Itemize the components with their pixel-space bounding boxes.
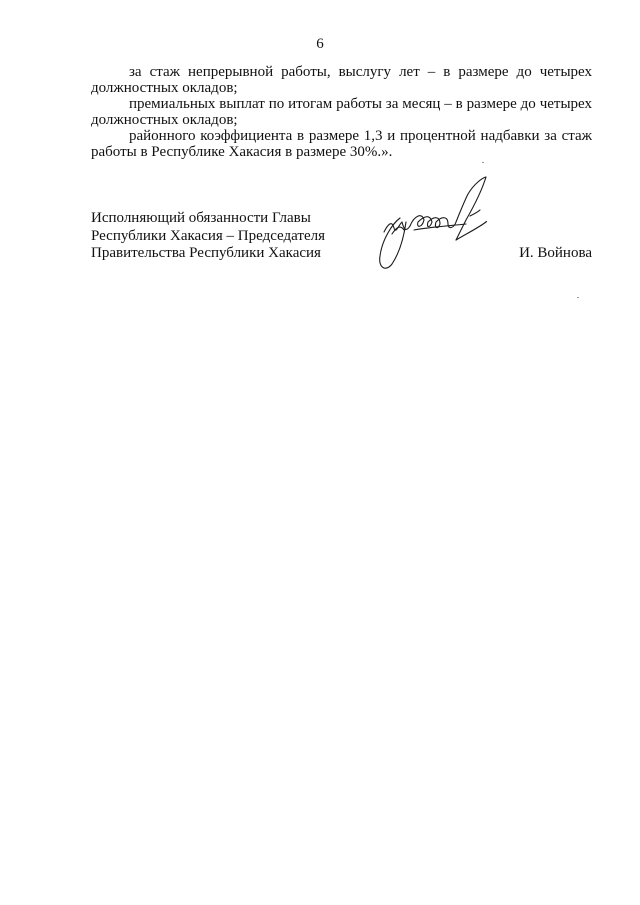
signatory-position-line-3: Правительства Республики Хакасия xyxy=(91,245,321,261)
signatory-position-line-2: Республики Хакасия – Председателя xyxy=(91,227,326,244)
paragraph-regional-coefficient: районного коэффициента в размере 1,3 и процентной надбавки за стаж работы в Республике Хакасия в размере 30%.». xyxy=(91,128,592,160)
handwritten-signature xyxy=(370,172,505,280)
scan-speck xyxy=(577,297,579,298)
paragraph-seniority-bonus: за стаж непрерывной работы, выслугу лет – в размере до четырех должностных окладов; xyxy=(91,64,592,96)
signatory-position-line-1: Исполняющий обязанности Главы xyxy=(91,210,311,226)
paragraph-monthly-bonus: премиальных выплат по итогам работы за месяц – в размере до четырех должностных окладов; xyxy=(91,96,592,128)
signer-name: И. Войнова xyxy=(519,245,592,261)
scan-speck xyxy=(482,162,484,163)
signatory-position xyxy=(91,210,351,263)
document-body xyxy=(91,64,592,160)
page-number: 6 xyxy=(316,36,324,52)
